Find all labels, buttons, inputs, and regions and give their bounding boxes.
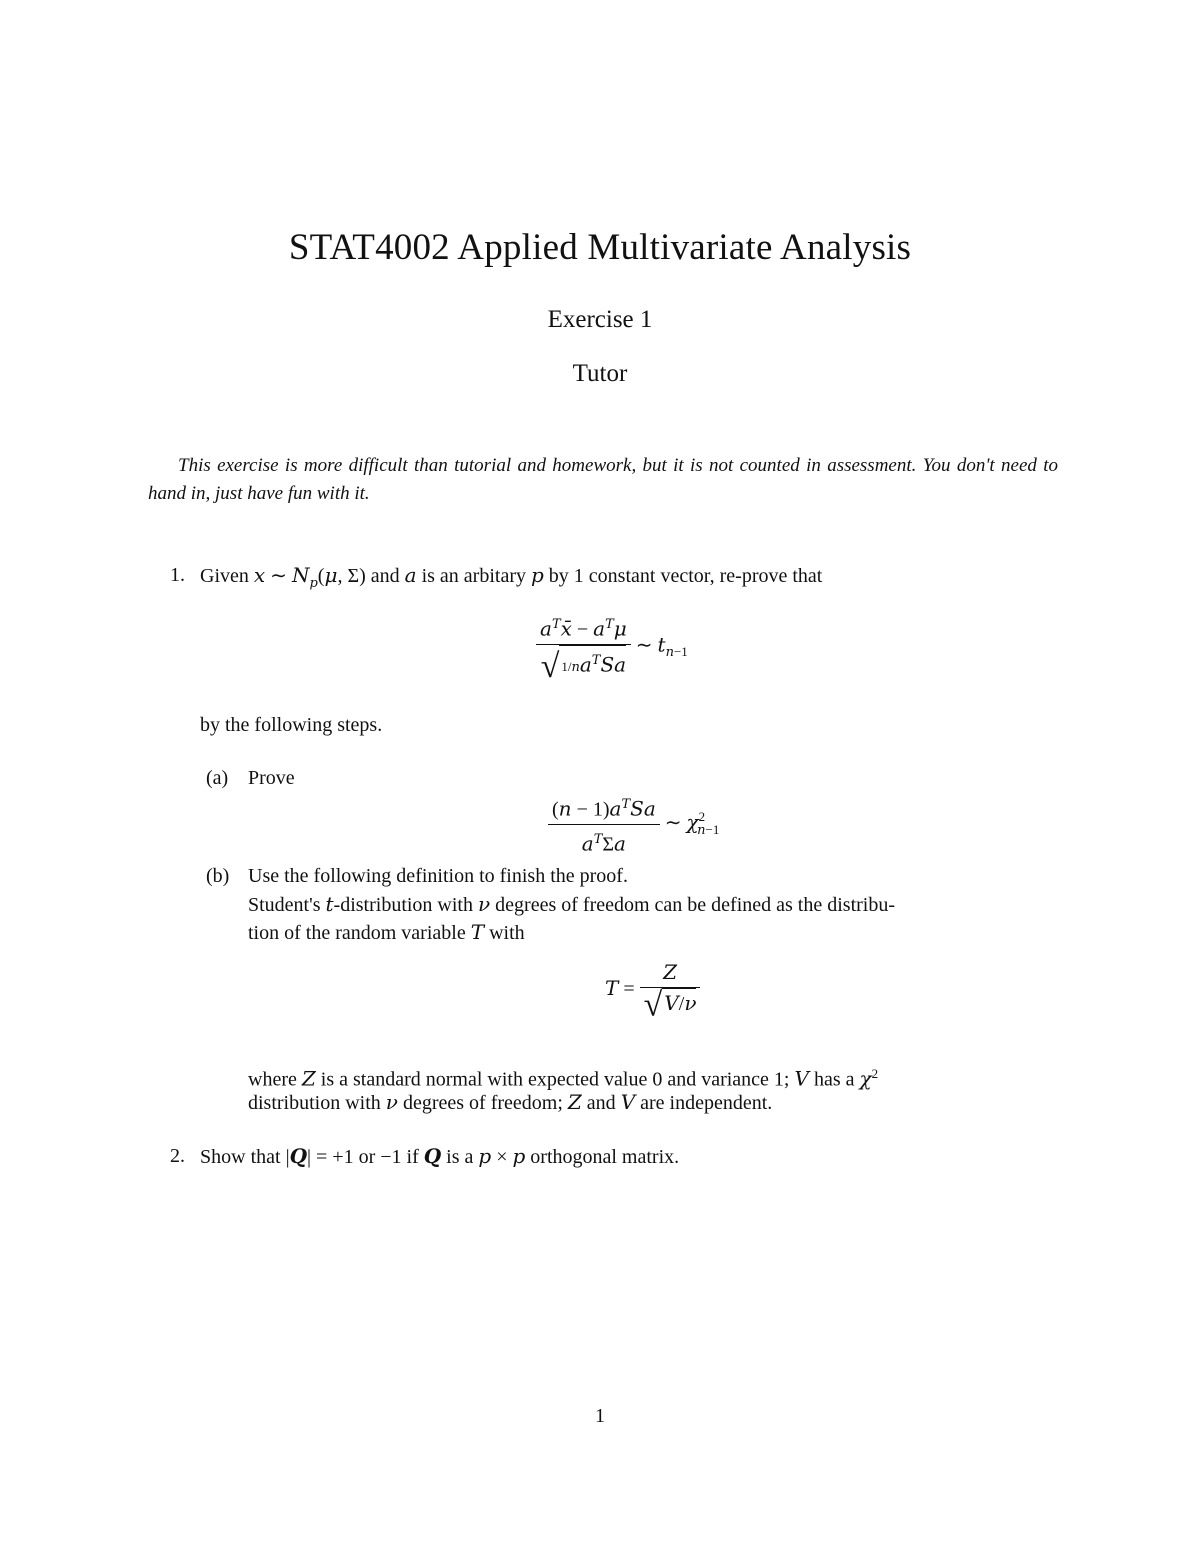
q1-number: 1.: [170, 564, 185, 586]
q1b-line2: Student's t-distribution with ν degrees of freedom can be defined as the distribu-: [248, 892, 896, 916]
q1b-label: (b): [206, 865, 230, 887]
q1-lead-c: is an arbitary: [421, 565, 526, 587]
q1-equation: $\frac{a^Tx̄ - a^T\mu}{√ 1/na^TSa}$ ∼ $t_{n-1}$: [536, 610, 688, 684]
q1-lead-a: Given: [200, 565, 249, 587]
q1b-line1: Use the following definition to finish the proof.: [248, 865, 628, 887]
q1-lead-d: by 1 constant vector, re-prove that: [548, 565, 823, 587]
q2-text-e: orthogonal matrix.: [530, 1146, 680, 1168]
page-title: STAT4002 Applied Multivariate Analysis: [288, 227, 912, 268]
q1a-equation: $\frac{(n - 1)a^TSa}{a^T\Sigma a}$ ∼ $\chi^2_{n-1}$: [548, 790, 719, 858]
q1a-text: Prove: [248, 767, 295, 789]
q1-lead-b: and: [370, 565, 400, 587]
q1b-line3b: with: [489, 922, 525, 944]
q2-statement: Show that |Q| = +1 or −1 if Q is a p × p orthogonal matrix.: [200, 1144, 680, 1168]
where-line2: distribution with ν degrees of freedom; Z and V are independent.: [248, 1090, 773, 1114]
q1a-label: (a): [206, 767, 229, 789]
author: Tutor: [572, 360, 628, 387]
where-g: are independent.: [640, 1092, 773, 1114]
where-f: and: [586, 1092, 616, 1114]
where-d: distribution with: [248, 1092, 381, 1114]
t-definition-equation: T = $\frac{Z}{√ V/\nu}$: [605, 958, 700, 1022]
q2-text-d: is a: [446, 1146, 474, 1168]
q1b-line2b: -distribution with: [333, 894, 473, 916]
q1b-line2a: Student's: [248, 894, 321, 916]
where-a: where: [248, 1068, 297, 1091]
q1b-line2c: degrees of freedom can be defined as the distribu-: [495, 894, 896, 916]
q2-text-b: or: [358, 1146, 376, 1168]
q2-text-c: if: [406, 1146, 419, 1168]
q1-after: by the following steps.: [200, 714, 383, 736]
page-number: 1: [595, 1405, 605, 1427]
where-e: degrees of freedom;: [402, 1092, 563, 1114]
where-line1: where Z is a standard normal with expected value 0 and variance 1; V has a $\chi^2$: [248, 1066, 879, 1091]
q2-number: 2.: [170, 1145, 185, 1167]
q1-statement: Given x ∼ $N_p(\mu$, Σ) and a is an arbitary p by 1 constant vector, re-prove that: [200, 563, 823, 591]
where-b: is a standard normal with expected value 0 and variance 1;: [320, 1068, 790, 1091]
q2-text-a: Show that: [200, 1146, 281, 1168]
intro-paragraph: This exercise is more difficult than tutorial and homework, but it is not counted in assessment. You don't need to hand in, just have fun with it.: [148, 455, 1058, 504]
q1b-line3: tion of the random variable T with: [248, 920, 525, 944]
where-c: has a: [813, 1068, 855, 1091]
exercise-subtitle: Exercise 1: [547, 306, 653, 333]
q1b-line3a: tion of the random variable: [248, 922, 466, 944]
